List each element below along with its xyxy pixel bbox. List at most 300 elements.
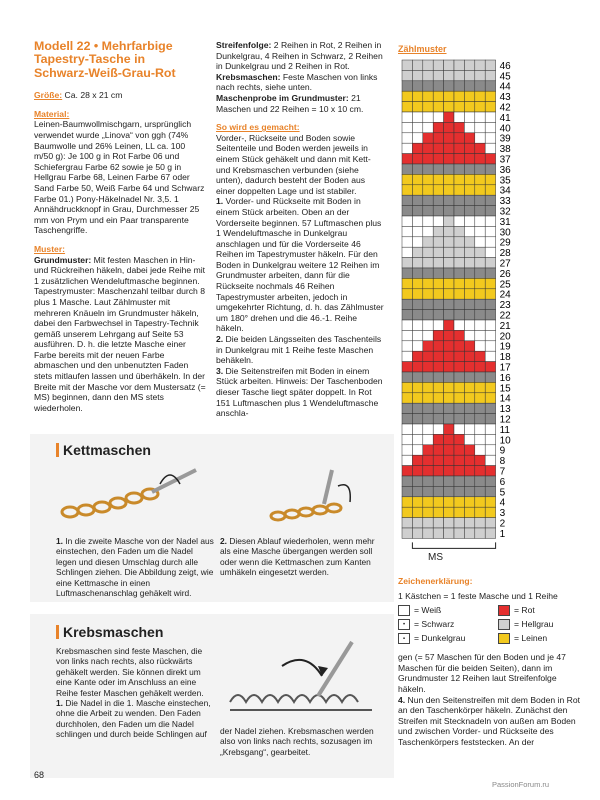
chart-cell [433,518,443,528]
chart-cell [402,476,412,486]
chart-cell [454,133,464,143]
chart-cell [402,455,412,465]
size-label: Größe: [34,90,63,101]
chart-cell [475,278,485,288]
chart-cell [412,382,422,392]
chart-cell [444,528,454,538]
chart-cell [412,247,422,257]
chart-cell [402,486,412,496]
chart-row-label: 41 [499,112,511,124]
chart-cell [423,414,433,424]
chart-cell [423,351,433,361]
watermark: PassionForum.ru [492,780,550,789]
chart-cell [412,122,422,132]
chart-cell [402,289,412,299]
chart-cell [423,195,433,205]
chart-cell [464,414,474,424]
chart-cell [475,299,485,309]
chart-cell [433,476,443,486]
chart-cell [444,226,454,236]
chart-cell [444,60,454,70]
chart-cell [454,382,464,392]
chart-cell [464,310,474,320]
chart-cell [464,393,474,403]
chart-cell [444,445,454,455]
chart-row-label: 33 [499,196,511,208]
chart-cell [454,403,464,413]
chart-cell [433,289,443,299]
chart-row-label: 31 [499,216,511,228]
chart-cell [475,91,485,101]
chart-cell [485,320,495,330]
chart-cell [464,237,474,247]
chart-cell [402,320,412,330]
chart-cell [402,518,412,528]
legend-label: = Leinen [514,633,548,644]
chart-cell [444,466,454,476]
chart-cell [454,164,464,174]
chart-cell [402,195,412,205]
step-1-text: Vorder- und Rückseite mit Boden in einem Stück arbeiten. Oben an der Vorderseite beginnen. 57 Luftmaschen plus 1 Wendeluftmasche in Dunkelgrau anschlagen und für die Vorderseite 46 Reihen im Tapestrymuster häkeln. Für den Boden in Dunkelgrau weitere 12 Reihen im Grundmuster arbeiten, dann für die Rückseite nochmals 46 Reihen Tapestrymuster arbeiten, jedoch in umgekehrter Richtung, d. h. das Zählmuster um 180° drehen und die 46.-1. Reihe häkeln. [216,196,384,334]
chart-cell [412,91,422,101]
chart-cell [423,466,433,476]
chart-cell [454,414,464,424]
chart-cell [402,226,412,236]
chart-cell [475,174,485,184]
chart-cell [402,310,412,320]
chart-cell [433,372,443,382]
chart-cell [412,362,422,372]
chart-cell [444,195,454,205]
legend-label: = Schwarz [414,619,455,630]
chart-cell [412,216,422,226]
chart-cell [475,143,485,153]
chart-cell [433,278,443,288]
chart-cell [464,174,474,184]
chart-row-label: 45 [499,71,511,83]
chart-cell [454,289,464,299]
chart-cell [444,164,454,174]
chart-cell [433,70,443,80]
chart-cell [402,206,412,216]
chart-row-label: 15 [499,383,511,395]
chart-cell [423,206,433,216]
chart-cell [454,154,464,164]
chart-cell [485,278,495,288]
material-heading: Material: [34,108,70,119]
kettmaschen-heading [56,442,151,458]
chart-row-label: 35 [499,175,511,187]
chart-row-label: 12 [499,414,511,426]
chart-cell [475,414,485,424]
krebsmaschen-heading [56,624,163,640]
chart-cell [485,486,495,496]
chart-cell [464,351,474,361]
chart-cell [402,247,412,257]
chart-cell [485,528,495,538]
chart-cell [423,258,433,268]
chart-cell [412,154,422,164]
chart-cell [485,341,495,351]
chart-cell [485,112,495,122]
legend-swatch: • [398,619,410,630]
chart-cell [433,330,443,340]
chart-cell [464,518,474,528]
chart-cell [402,70,412,80]
chart-cell [464,466,474,476]
chart-cell [485,466,495,476]
chart-cell [423,518,433,528]
chart-cell [454,434,464,444]
chart-cell [433,237,443,247]
chart-cell [454,476,464,486]
chart-cell [402,393,412,403]
chart-row-label: 44 [499,81,511,93]
chart-cell [464,81,474,91]
chart-cell [475,216,485,226]
chart-cell [444,455,454,465]
chart-cell [433,81,443,91]
chart-cell [423,362,433,372]
chart-cell [433,60,443,70]
chart-cell [464,382,474,392]
chart-cell [464,206,474,216]
chart-cell [444,237,454,247]
chart-cell [423,507,433,517]
chart-cell [423,174,433,184]
chart-cell [464,112,474,122]
chart-cell [412,372,422,382]
chart-cell [412,341,422,351]
chart-cell [423,185,433,195]
chart-cell [412,237,422,247]
chart-cell [485,476,495,486]
chart-cell [402,507,412,517]
chart-row-label: 34 [499,185,511,197]
chart-cell [412,112,422,122]
chart-cell [475,341,485,351]
chart-cell [402,497,412,507]
chart-cell [454,143,464,153]
chart-cell [444,476,454,486]
chart-cell [454,362,464,372]
kettmaschen-step-2 [220,536,384,578]
chart-cell [412,445,422,455]
legend-swatch: ▪ [398,633,410,644]
chart-cell [475,164,485,174]
chart-cell [423,133,433,143]
legend-intro: 1 Kästchen = 1 feste Masche und 1 Reihe [398,590,558,601]
title-line: Modell 22 • Mehrfarbige [34,39,173,53]
chart-cell [464,528,474,538]
legend-row [398,619,584,630]
chart-heading: Zählmuster [398,44,447,54]
chart-cell [402,466,412,476]
chart-row-label: 14 [499,393,511,405]
chart-cell [475,351,485,361]
chart-cell [464,486,474,496]
chart-cell [464,445,474,455]
grundmuster-paragraph [34,255,206,414]
chart-row-label: 13 [499,404,511,416]
chart-cell [475,497,485,507]
chart-cell [475,226,485,236]
chart-cell [444,351,454,361]
kettmaschen-illustration-2 [238,464,388,530]
chart-cell [412,393,422,403]
chart-cell [464,143,474,153]
chart-row-label: 38 [499,144,511,156]
chart-cell [454,455,464,465]
step-1 [216,196,386,334]
muster-heading: Muster: [34,243,66,254]
grundmuster-text: Mit festen Maschen in Hin- und Rückreihen häkeln, dabei jede Reihe mit 1 zusätzlichen Wendeluftmasche beginnen. Tapestrymuster: Maschenzahl teilbar durch 8 plus 1 Masche. Laut Zählmuster mit mehreren Knäueln im Grundmuster häkeln, dabei den Farbwechsel in Tapestry-Technik gemäß unserem Lehrgang auf Seite 53 ausführen. D. h. die letzte Masche einer Farbe bereits mit der neuen Farbe abmaschen und den unbenutzten Faden stets mitlaufen lassen und überhäkeln. In der Breite mit der Masche vor dem Mustersatz (= MS) beginnen, dann den MS stets wiederholen. [34,254,206,413]
step-2 [216,334,386,366]
chart-cell [475,206,485,216]
chart-cell [475,320,485,330]
chart-cell [475,393,485,403]
chart-cell [485,143,495,153]
chart-cell [402,122,412,132]
chart-cell [402,185,412,195]
chart-cell [475,528,485,538]
chart-cell [485,91,495,101]
chart-cell [454,372,464,382]
chart-row-label: 27 [499,258,511,270]
chart-cell [454,320,464,330]
chart-cell [485,133,495,143]
step-4-num: 4. [398,694,406,705]
chart-cell [433,206,443,216]
chart-cell [402,143,412,153]
chart-cell [454,258,464,268]
legend [398,605,584,644]
chart-cell [485,216,495,226]
chart-cell [464,258,474,268]
krebsmaschen-title: Krebsmaschen [63,624,164,640]
material-text: Leinen-Baumwollmischgarn, ursprünglich verwendet wurde „Linova“ von ggh (74% Baumwolle und 26% Leinen, LL ca. 100 m/50 g): Je 100 g in Rot Farbe 06 und Schiefergrau Farbe 62 sowie je 50 g in Hellgrau Farbe 68, Leinen Farbe 67 oder Sand Farbe 50, Weiß Farbe 64 und Schwarz Farbe 01.) Pony-Häkelnadel Nr. 3,5. 1 Annähdruckknopf in Grau, Durchmesser 25 mm von Prym und ein Paar transparente Taschengriffe. [34,119,205,236]
chart-cell [433,507,443,517]
chart-row-label: 36 [499,164,511,176]
chart-cell [412,497,422,507]
chart-cell [402,372,412,382]
chart-cell [423,143,433,153]
chart-cell [412,133,422,143]
chart-cell [412,289,422,299]
chart-cell [412,102,422,112]
chart-row-label: 4 [499,497,506,509]
krebs-label: Krebsmaschen: [216,71,281,82]
kettmaschen-illustration-1 [56,464,216,530]
chart-cell [485,174,495,184]
chart-cell [433,143,443,153]
chart-cell [433,528,443,538]
chart-cell [464,278,474,288]
chart-cell [444,143,454,153]
chart-cell [444,216,454,226]
chart-cell [485,455,495,465]
chart-cell [423,424,433,434]
chart-cell [464,185,474,195]
chart-cell [402,528,412,538]
krebs-step-1 [56,698,214,740]
chart-cell [412,486,422,496]
streifen-text: 2 Reihen in Rot, 2 Reihen in Dunkelgrau, 4 Reihen in Schwarz, 2 Reihen in Dunkelgrau und 2 Reihen in Rot. [216,40,383,72]
legend-item [398,619,484,630]
chart-cell [485,237,495,247]
legend-item [498,619,584,630]
chart-cell [454,237,464,247]
chart-cell [454,174,464,184]
chart-cell [454,102,464,112]
chart-cell [423,341,433,351]
chart-cell [475,424,485,434]
chart-cell [412,258,422,268]
chart-cell [464,341,474,351]
chart-cell [412,195,422,205]
chart-cell [412,299,422,309]
chart-cell [475,372,485,382]
chart-cell [412,278,422,288]
chart-cell [423,81,433,91]
chart-cell [433,466,443,476]
chart-cell [423,486,433,496]
chart-cell [485,226,495,236]
chart-row-label: 17 [499,362,511,374]
chart-cell [444,486,454,496]
chart-cell [444,112,454,122]
chart-cell [444,330,454,340]
chart-cell [402,424,412,434]
krebsmaschen-text-2: der Nadel ziehen. Krebsmaschen werden also von links nach rechts, sozusagen im „Krebsgang“, gearbeitet. [220,726,374,757]
chart-cell [454,351,464,361]
chart-cell [402,330,412,340]
chart-cell [412,206,422,216]
kettmaschen-box [30,434,394,602]
step-3-num: 3. [216,365,224,376]
chart-cell [433,393,443,403]
chart-cell [402,414,412,424]
step-2-num: 2. [216,334,224,345]
chart-cell [475,185,485,195]
chart-cell [464,102,474,112]
kettmaschen-title: Kettmaschen [63,442,151,458]
legend-item [498,633,584,644]
chart-cell [412,185,422,195]
chart-row-label: 10 [499,435,511,447]
chart-row-label: 28 [499,248,511,260]
chart-cell [433,341,443,351]
chart-cell [412,143,422,153]
chart-cell [423,164,433,174]
kett-step-1-text: In die zweite Masche von der Nadel aus einstechen, den Faden um die Nadel legen und diesen Umschlag durch alle Schlingen ziehen. Die Abbildung zeigt, wie eine Kettmasche in einen Luftmaschenanschlag gehäkelt wird. [56,536,214,599]
chart-cell [464,403,474,413]
chart-cell [485,445,495,455]
chart-cell [412,414,422,424]
chart-cell [402,133,412,143]
chart-cell [433,351,443,361]
chart-cell [485,372,495,382]
chart-cell [423,528,433,538]
chart-cell [454,216,464,226]
chart-cell [475,403,485,413]
chart-cell [444,185,454,195]
chart-cell [464,330,474,340]
chart-cell [475,70,485,80]
zaehlmuster-chart [398,58,528,568]
legend-label: = Rot [514,605,535,616]
chart-cell [444,289,454,299]
grundmuster-label: Grundmuster: [34,254,92,265]
chart-cell [412,518,422,528]
chart-cell [433,320,443,330]
chart-cell [485,393,495,403]
chart-cell [433,414,443,424]
legend-item [498,605,584,616]
chart-cell [464,60,474,70]
chart-row-label: 40 [499,123,511,135]
streifen-paragraph [216,40,386,72]
chart-row-label: 25 [499,279,511,291]
chart-cell [444,70,454,80]
chart-cell [433,310,443,320]
chart-cell [475,237,485,247]
chart-cell [475,455,485,465]
chart-cell [444,393,454,403]
legend-swatch [498,633,510,644]
chart-cell [423,122,433,132]
chart-cell [454,247,464,257]
chart-cell [433,268,443,278]
krebs-step-1-text: Die Nadel in die 1. Masche einstechen, ohne die Arbeit zu wenden. Den Faden durchholen, den Faden um die Nadel schlingen und durch beide Schlingen auf [56,698,211,740]
legend-label: = Weiß [414,605,442,616]
chart-row-label: 23 [499,300,511,312]
chart-cell [433,258,443,268]
accent-bar [56,443,59,457]
chart-cell [454,424,464,434]
chart-cell [402,154,412,164]
chart-cell [464,226,474,236]
chart-cell [475,60,485,70]
legend-item [398,633,484,644]
chart-cell [454,393,464,403]
chart-row-label: 29 [499,237,511,249]
chart-cell [423,70,433,80]
chart-row-label: 32 [499,206,511,218]
legend-row [398,605,584,616]
chart-cell [464,216,474,226]
chart-cell [412,507,422,517]
chart-cell [402,216,412,226]
chart-cell [433,185,443,195]
chart-cell [464,455,474,465]
chart-cell [423,434,433,444]
chart-cell [412,466,422,476]
chart-row-label: 6 [499,476,506,488]
chart-row-label: 1 [499,528,506,540]
chart-cell [444,299,454,309]
chart-cell [464,70,474,80]
chart-cell [485,497,495,507]
ms-label: MS [428,552,443,563]
chart-cell [485,310,495,320]
chart-cell [475,195,485,205]
chart-cell [433,195,443,205]
chart-cell [454,60,464,70]
legend-swatch [398,605,410,616]
column-right-bottom [398,576,584,748]
chart-cell [402,362,412,372]
